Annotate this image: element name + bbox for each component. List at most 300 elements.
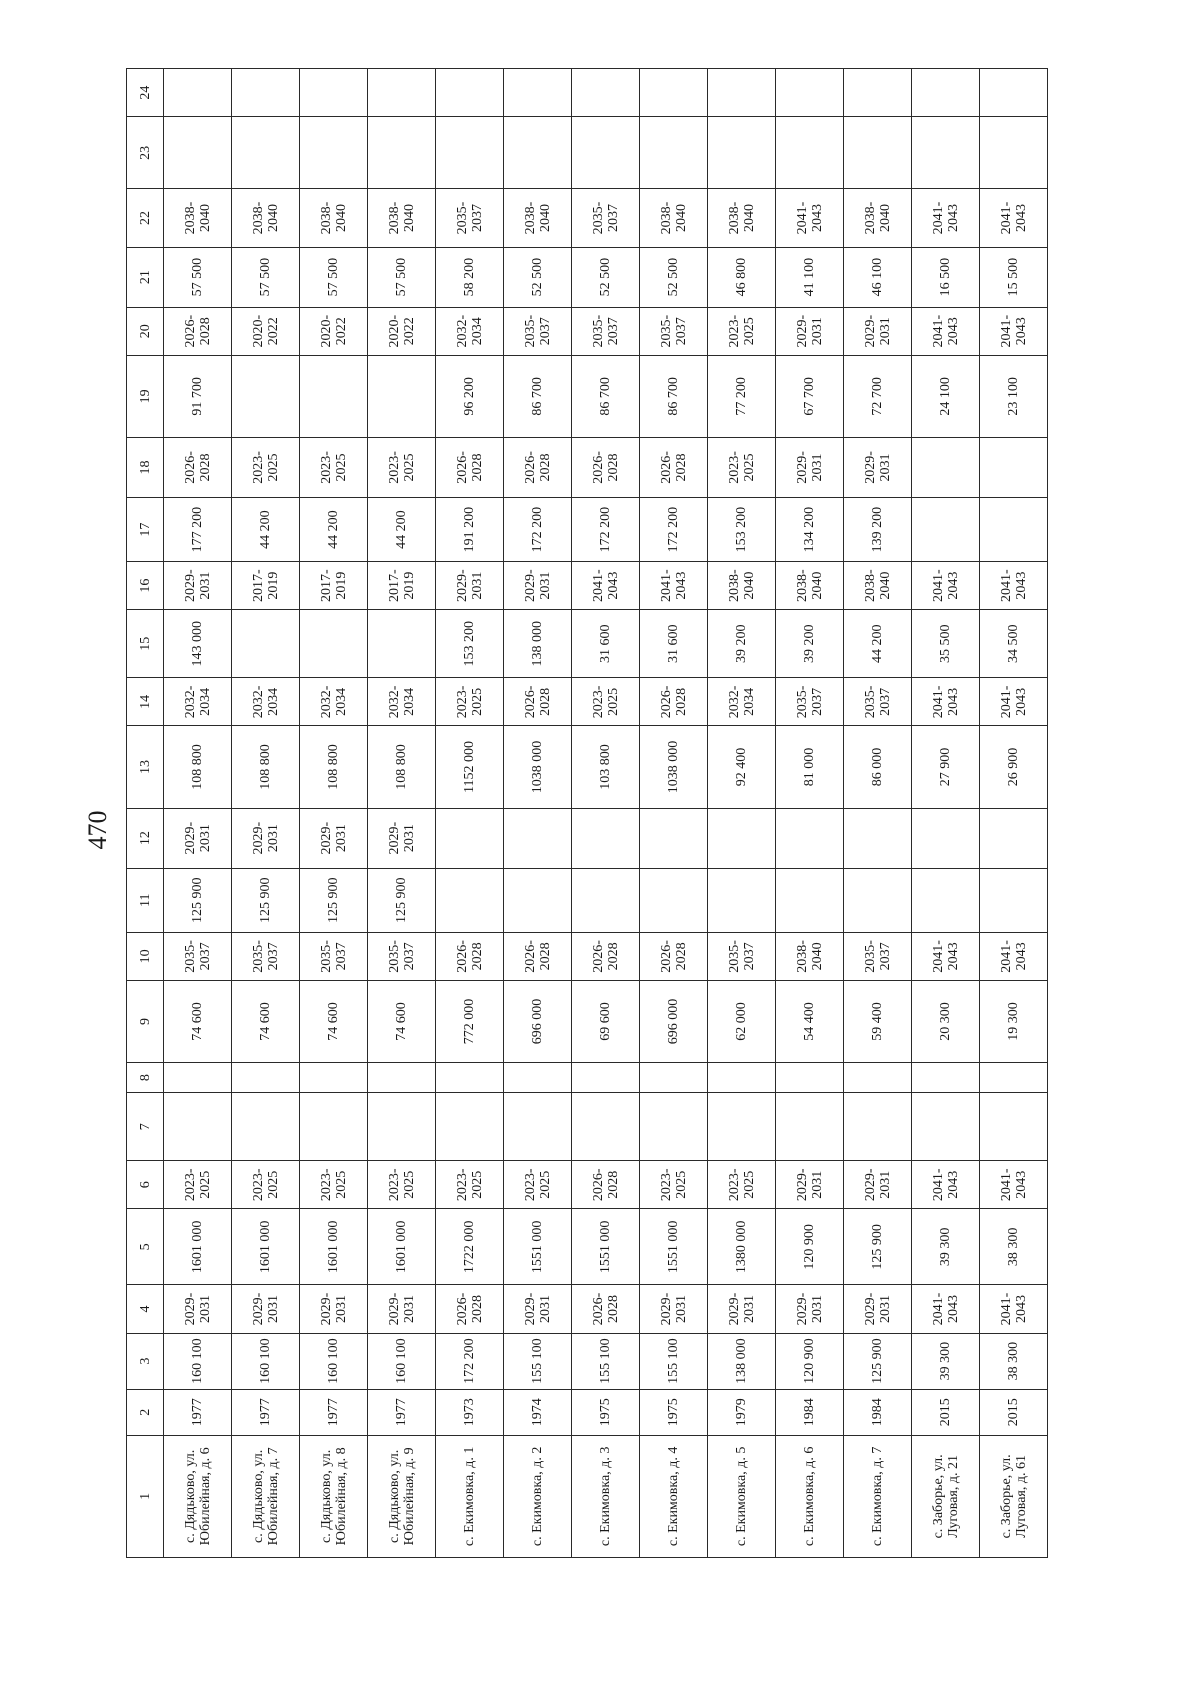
table-cell	[368, 355, 436, 437]
column-header-row	[127, 69, 164, 1558]
table-cell	[572, 69, 640, 117]
table-cell: 2041-2043	[640, 562, 708, 610]
table-cell: 138 000	[504, 610, 572, 678]
table-cell	[776, 808, 844, 868]
table-cell: 2026-2028	[504, 678, 572, 726]
table-cell: 2029-2031	[776, 1285, 844, 1333]
table-cell	[776, 1093, 844, 1161]
table-cell: 96 200	[436, 355, 504, 437]
column-header: 14	[127, 678, 164, 726]
table-cell	[844, 69, 912, 117]
column-header: 2	[127, 1389, 164, 1435]
table-cell: 2038-2040	[232, 189, 300, 247]
table-row	[640, 69, 708, 1558]
table-cell: 1601 000	[164, 1209, 232, 1285]
table-cell: 2023-2025	[300, 1161, 368, 1209]
table-cell: 153 200	[436, 610, 504, 678]
page-number: 470	[83, 810, 112, 850]
table-cell	[980, 69, 1048, 117]
table-cell: 57 500	[368, 247, 436, 307]
table-cell: 2029-2031	[232, 1285, 300, 1333]
table-cell: 2035-2037	[572, 189, 640, 247]
table-cell: 1601 000	[232, 1209, 300, 1285]
table-cell: 2023-2025	[436, 678, 504, 726]
table-cell: 2015	[912, 1389, 980, 1435]
table-cell: 2029-2031	[844, 307, 912, 355]
table-cell: 2026-2028	[572, 1161, 640, 1209]
table-cell	[980, 1093, 1048, 1161]
table-cell: 155 100	[640, 1333, 708, 1389]
table-cell	[436, 117, 504, 189]
table-cell: 2026-2028	[436, 1285, 504, 1333]
table-cell: 1977	[232, 1389, 300, 1435]
table-cell: 134 200	[776, 498, 844, 562]
column-header: 6	[127, 1161, 164, 1209]
table-cell: 2029-2031	[640, 1285, 708, 1333]
table-cell	[912, 808, 980, 868]
table-cell	[436, 69, 504, 117]
table-cell	[368, 610, 436, 678]
table-cell: 2041-2043	[912, 189, 980, 247]
table-cell	[912, 1093, 980, 1161]
table-cell: 69 600	[572, 980, 640, 1062]
table-cell: 2029-2031	[776, 437, 844, 497]
table-cell	[640, 868, 708, 932]
table-cell: 108 800	[300, 726, 368, 808]
table-cell: 2035-2037	[504, 307, 572, 355]
table-cell: 2020-2022	[232, 307, 300, 355]
table-cell: 177 200	[164, 498, 232, 562]
table-cell: 1601 000	[368, 1209, 436, 1285]
table-cell: 2029-2031	[436, 562, 504, 610]
column-header: 7	[127, 1093, 164, 1161]
table-cell: 57 500	[300, 247, 368, 307]
column-header: 16	[127, 562, 164, 610]
table-cell: 16 500	[912, 247, 980, 307]
table-cell: 2041-2043	[912, 562, 980, 610]
table-cell	[776, 69, 844, 117]
table-cell: 2035-2037	[844, 678, 912, 726]
table-cell: 91 700	[164, 355, 232, 437]
address-cell: с. Екимовка, д. 7	[844, 1435, 912, 1557]
table-cell	[912, 498, 980, 562]
column-header: 10	[127, 932, 164, 980]
table-cell	[232, 610, 300, 678]
table-row	[980, 69, 1048, 1558]
table-cell: 26 900	[980, 726, 1048, 808]
table-cell	[708, 117, 776, 189]
table-row	[368, 69, 436, 1558]
table-cell: 92 400	[708, 726, 776, 808]
table-cell: 2017-2019	[368, 562, 436, 610]
address-cell: с. Заборье, ул. Луговая, д. 61	[980, 1435, 1048, 1557]
table-cell: 2026-2028	[504, 437, 572, 497]
table-cell: 39 300	[912, 1333, 980, 1389]
table-cell: 77 200	[708, 355, 776, 437]
table-cell: 103 800	[572, 726, 640, 808]
table-cell	[436, 808, 504, 868]
column-header: 20	[127, 307, 164, 355]
table-cell	[980, 498, 1048, 562]
table-cell: 52 500	[572, 247, 640, 307]
table-cell: 2020-2022	[300, 307, 368, 355]
table-cell: 2020-2022	[368, 307, 436, 355]
table-cell: 2023-2025	[232, 437, 300, 497]
table-cell: 2029-2031	[368, 808, 436, 868]
column-header: 18	[127, 437, 164, 497]
table-row	[436, 69, 504, 1558]
table-cell: 2041-2043	[912, 932, 980, 980]
data-table	[126, 68, 1048, 1558]
table-cell: 2035-2037	[164, 932, 232, 980]
address-cell: с. Екимовка, д. 3	[572, 1435, 640, 1557]
table-cell: 1380 000	[708, 1209, 776, 1285]
table-row	[776, 69, 844, 1558]
table-cell: 1038 000	[640, 726, 708, 808]
table-cell: 2029-2031	[164, 1285, 232, 1333]
table-cell	[844, 808, 912, 868]
table-cell: 2038-2040	[708, 189, 776, 247]
table-cell: 23 100	[980, 355, 1048, 437]
table-cell	[912, 69, 980, 117]
table-cell: 67 700	[776, 355, 844, 437]
table-cell: 108 800	[232, 726, 300, 808]
address-cell: с. Екимовка, д. 5	[708, 1435, 776, 1557]
table-cell: 1551 000	[504, 1209, 572, 1285]
table-cell: 1722 000	[436, 1209, 504, 1285]
table-cell	[708, 1063, 776, 1093]
table-cell	[844, 868, 912, 932]
table-row	[232, 69, 300, 1558]
table-cell	[640, 1063, 708, 1093]
table-cell: 19 300	[980, 980, 1048, 1062]
table-cell: 1975	[640, 1389, 708, 1435]
table-row	[572, 69, 640, 1558]
table-cell: 31 600	[572, 610, 640, 678]
table-cell: 138 000	[708, 1333, 776, 1389]
table-cell: 2026-2028	[572, 1285, 640, 1333]
table-cell: 125 900	[844, 1333, 912, 1389]
table-cell: 2023-2025	[708, 307, 776, 355]
column-header: 4	[127, 1285, 164, 1333]
table-cell	[980, 808, 1048, 868]
table-row	[844, 69, 912, 1558]
table-row	[504, 69, 572, 1558]
table-cell: 2035-2037	[776, 678, 844, 726]
table-cell	[912, 1063, 980, 1093]
table-cell: 2026-2028	[640, 932, 708, 980]
table-cell: 58 200	[436, 247, 504, 307]
table-cell: 81 000	[776, 726, 844, 808]
table-cell	[368, 117, 436, 189]
table-cell: 27 900	[912, 726, 980, 808]
column-header: 15	[127, 610, 164, 678]
table-cell	[300, 610, 368, 678]
table-cell: 2026-2028	[572, 932, 640, 980]
table-cell: 2015	[980, 1389, 1048, 1435]
table-cell	[708, 69, 776, 117]
table-cell	[980, 437, 1048, 497]
table-cell: 2035-2037	[436, 189, 504, 247]
column-header: 17	[127, 498, 164, 562]
address-cell: с. Дядьково, ул. Юбилейная, д. 6	[164, 1435, 232, 1557]
column-header: 19	[127, 355, 164, 437]
table-cell: 1551 000	[572, 1209, 640, 1285]
table-cell: 2038-2040	[640, 189, 708, 247]
column-header: 21	[127, 247, 164, 307]
table-cell: 2023-2025	[232, 1161, 300, 1209]
table-cell: 2038-2040	[504, 189, 572, 247]
table-cell: 160 100	[232, 1333, 300, 1389]
table-cell	[504, 808, 572, 868]
table-cell	[436, 1093, 504, 1161]
table-cell: 172 200	[504, 498, 572, 562]
table-cell: 38 300	[980, 1209, 1048, 1285]
address-cell: с. Заборье, ул. Луговая, д. 21	[912, 1435, 980, 1557]
address-cell: с. Дядьково, ул. Юбилейная, д. 9	[368, 1435, 436, 1557]
table-cell: 2041-2043	[912, 307, 980, 355]
table-cell: 1984	[776, 1389, 844, 1435]
address-cell: с. Екимовка, д. 2	[504, 1435, 572, 1557]
address-cell: с. Екимовка, д. 6	[776, 1435, 844, 1557]
table-cell: 125 900	[164, 868, 232, 932]
table-cell: 2041-2043	[572, 562, 640, 610]
table-cell: 1975	[572, 1389, 640, 1435]
table-cell: 2032-2034	[368, 678, 436, 726]
table-cell: 2023-2025	[164, 1161, 232, 1209]
table-cell: 696 000	[640, 980, 708, 1062]
table-cell: 2041-2043	[912, 678, 980, 726]
address-cell: с. Дядьково, ул. Юбилейная, д. 8	[300, 1435, 368, 1557]
table-cell: 2026-2028	[164, 307, 232, 355]
table-cell	[232, 1063, 300, 1093]
table-cell: 35 500	[912, 610, 980, 678]
table-cell: 46 800	[708, 247, 776, 307]
table-cell: 1984	[844, 1389, 912, 1435]
table-cell: 2023-2025	[300, 437, 368, 497]
table-cell: 2023-2025	[368, 437, 436, 497]
table-cell: 2026-2028	[640, 678, 708, 726]
table-cell	[232, 117, 300, 189]
table-cell: 2026-2028	[164, 437, 232, 497]
table-cell: 696 000	[504, 980, 572, 1062]
table-cell	[572, 1093, 640, 1161]
table-cell: 2041-2043	[980, 1285, 1048, 1333]
table-row	[164, 69, 232, 1558]
table-cell	[640, 1093, 708, 1161]
table-cell	[504, 117, 572, 189]
column-header: 23	[127, 117, 164, 189]
table-cell: 1973	[436, 1389, 504, 1435]
address-cell: с. Екимовка, д. 4	[640, 1435, 708, 1557]
table-cell: 125 900	[300, 868, 368, 932]
table-cell: 2029-2031	[232, 808, 300, 868]
table-cell: 125 900	[232, 868, 300, 932]
column-header: 12	[127, 808, 164, 868]
table-cell	[300, 355, 368, 437]
table-cell: 2029-2031	[368, 1285, 436, 1333]
table-cell	[164, 1093, 232, 1161]
table-cell: 2041-2043	[980, 307, 1048, 355]
table-cell: 2023-2025	[572, 678, 640, 726]
table-cell: 2038-2040	[368, 189, 436, 247]
table-cell	[368, 69, 436, 117]
table-cell: 160 100	[164, 1333, 232, 1389]
table-cell: 120 900	[776, 1209, 844, 1285]
table-cell: 2023-2025	[708, 437, 776, 497]
table-cell: 86 700	[640, 355, 708, 437]
table-cell	[164, 69, 232, 117]
table-cell	[436, 1063, 504, 1093]
table-cell: 2035-2037	[300, 932, 368, 980]
table-cell	[708, 868, 776, 932]
table-cell: 2029-2031	[844, 437, 912, 497]
table-cell: 2026-2028	[504, 932, 572, 980]
table-cell: 1977	[368, 1389, 436, 1435]
table-cell: 86 700	[504, 355, 572, 437]
table-cell: 2035-2037	[232, 932, 300, 980]
table-cell: 2023-2025	[708, 1161, 776, 1209]
table-cell: 1551 000	[640, 1209, 708, 1285]
table-cell	[232, 69, 300, 117]
table-cell: 74 600	[368, 980, 436, 1062]
table-cell	[232, 355, 300, 437]
table-cell: 86 000	[844, 726, 912, 808]
table-cell: 2032-2034	[300, 678, 368, 726]
table-cell	[844, 1063, 912, 1093]
table-cell	[640, 117, 708, 189]
table-cell	[368, 1063, 436, 1093]
table-cell	[232, 1093, 300, 1161]
table-cell	[844, 1093, 912, 1161]
table-cell: 2041-2043	[912, 1285, 980, 1333]
table-cell: 2038-2040	[776, 932, 844, 980]
table-cell: 2017-2019	[232, 562, 300, 610]
table-cell: 2038-2040	[844, 562, 912, 610]
table-cell: 2029-2031	[776, 1161, 844, 1209]
table-cell: 39 200	[776, 610, 844, 678]
table-cell: 2029-2031	[504, 562, 572, 610]
table-cell: 44 200	[368, 498, 436, 562]
column-header: 3	[127, 1333, 164, 1389]
table-cell	[164, 1063, 232, 1093]
table-cell: 2029-2031	[708, 1285, 776, 1333]
table-cell	[164, 117, 232, 189]
table-cell: 2032-2034	[436, 307, 504, 355]
table-cell: 2017-2019	[300, 562, 368, 610]
table-cell: 172 200	[640, 498, 708, 562]
table-cell	[300, 117, 368, 189]
table-cell: 2032-2034	[164, 678, 232, 726]
table-cell: 2041-2043	[980, 678, 1048, 726]
column-header: 5	[127, 1209, 164, 1285]
table-cell: 2026-2028	[640, 437, 708, 497]
column-header: 24	[127, 69, 164, 117]
table-cell: 155 100	[572, 1333, 640, 1389]
table-cell: 1152 000	[436, 726, 504, 808]
table-cell: 2026-2028	[436, 437, 504, 497]
table-cell: 44 200	[844, 610, 912, 678]
table-cell: 20 300	[912, 980, 980, 1062]
table-cell	[436, 868, 504, 932]
table-row	[912, 69, 980, 1558]
table-cell: 74 600	[164, 980, 232, 1062]
table-cell: 2038-2040	[300, 189, 368, 247]
table-cell: 2026-2028	[572, 437, 640, 497]
address-cell: с. Дядьково, ул. Юбилейная, д. 7	[232, 1435, 300, 1557]
table-cell: 38 300	[980, 1333, 1048, 1389]
table-cell	[980, 117, 1048, 189]
table-cell	[844, 117, 912, 189]
table-cell: 1977	[300, 1389, 368, 1435]
table-cell: 2035-2037	[708, 932, 776, 980]
table-cell: 772 000	[436, 980, 504, 1062]
table-cell: 191 200	[436, 498, 504, 562]
table-cell	[980, 868, 1048, 932]
table-cell	[300, 1063, 368, 1093]
table-cell	[640, 69, 708, 117]
table-cell: 2023-2025	[640, 1161, 708, 1209]
table-cell: 2038-2040	[708, 562, 776, 610]
table-cell: 160 100	[300, 1333, 368, 1389]
table-cell	[912, 868, 980, 932]
table-cell	[572, 868, 640, 932]
table-cell: 2029-2031	[504, 1285, 572, 1333]
table-cell: 108 800	[164, 726, 232, 808]
table-cell: 2029-2031	[844, 1161, 912, 1209]
table-cell	[708, 808, 776, 868]
table-cell: 172 200	[572, 498, 640, 562]
address-cell: с. Екимовка, д. 1	[436, 1435, 504, 1557]
table-cell: 2041-2043	[980, 562, 1048, 610]
table-cell: 59 400	[844, 980, 912, 1062]
table-cell: 39 300	[912, 1209, 980, 1285]
table-cell: 2029-2031	[844, 1285, 912, 1333]
table-cell	[912, 117, 980, 189]
table-cell: 2038-2040	[776, 562, 844, 610]
table-row	[300, 69, 368, 1558]
table-cell	[572, 117, 640, 189]
table-cell: 24 100	[912, 355, 980, 437]
column-header: 13	[127, 726, 164, 808]
table-cell: 139 200	[844, 498, 912, 562]
table-cell: 108 800	[368, 726, 436, 808]
table-cell: 2038-2040	[844, 189, 912, 247]
table-cell	[776, 1063, 844, 1093]
table-cell: 2035-2037	[844, 932, 912, 980]
table-cell	[504, 868, 572, 932]
table-cell: 125 900	[844, 1209, 912, 1285]
table-cell	[776, 117, 844, 189]
table-cell: 2023-2025	[504, 1161, 572, 1209]
table-cell: 2041-2043	[776, 189, 844, 247]
table-cell	[912, 437, 980, 497]
table-cell: 2035-2037	[368, 932, 436, 980]
table-cell: 2023-2025	[368, 1161, 436, 1209]
table-cell: 44 200	[232, 498, 300, 562]
table-cell: 120 900	[776, 1333, 844, 1389]
table-cell: 2029-2031	[164, 808, 232, 868]
table-cell: 2026-2028	[436, 932, 504, 980]
table-cell: 2041-2043	[980, 932, 1048, 980]
table-cell: 2029-2031	[164, 562, 232, 610]
table-cell: 2032-2034	[708, 678, 776, 726]
table-cell: 15 500	[980, 247, 1048, 307]
table-cell	[708, 1093, 776, 1161]
table-cell	[776, 868, 844, 932]
table-cell	[572, 808, 640, 868]
table-cell	[504, 69, 572, 117]
